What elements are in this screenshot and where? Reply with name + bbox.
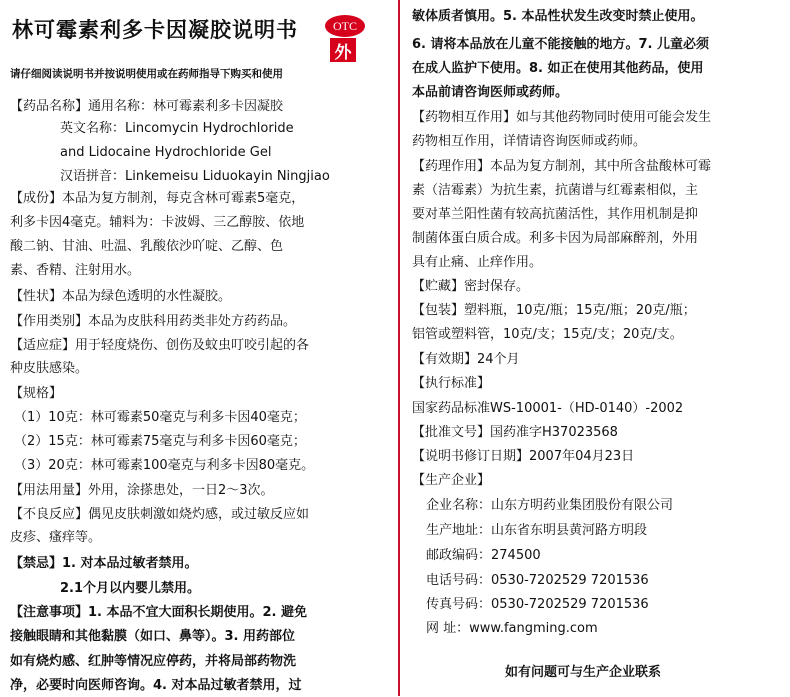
precautions-line-2: 接触眼睛和其他黏膜（如口、鼻等）。3. 用药部位 xyxy=(10,629,296,644)
ingredients-line-4: 素、香精、注射用水。 xyxy=(10,263,141,278)
approval-number-line: 【批准文号】国药准字H37023568 xyxy=(412,425,618,440)
company-name-line: 企业名称：山东方明药业集团股份有限公司 xyxy=(426,498,674,513)
precautions-cont-line-4: 本品前请咨询医师或药师。 xyxy=(412,85,569,100)
storage-line: 【贮藏】密封保存。 xyxy=(412,279,530,294)
pharmacology-line-3: 要对革兰阳性菌有较高抗菌活性，其作用机制是抑 xyxy=(412,207,699,222)
pharmacology-line-2: 素（洁霉素）为抗生素，抗菌谱与红霉素相似，主 xyxy=(412,183,699,198)
precautions-line-3: 如有烧灼感、红肿等情况应停药，并将局部药物洗 xyxy=(10,654,297,669)
pinyin-name-line: 汉语拼音：Linkemeisu Liduokayin Ningjiao xyxy=(60,169,330,184)
ingredients-line-2: 利多卡因4毫克。辅料为：卡波姆、三乙醇胺、依地 xyxy=(10,215,305,230)
phone-line: 电话号码：0530-7202529 7201536 xyxy=(426,573,649,588)
precautions-cont-line-3: 在成人监护下使用。8. 如正在使用其他药品，使用 xyxy=(412,61,704,76)
pharmacology-line-4: 制菌体蛋白质合成。利多卡因为局部麻醉剂，外用 xyxy=(412,231,699,246)
precautions-cont-line-1: 敏体质者慎用。5. 本品性状发生改变时禁止使用。 xyxy=(412,9,704,24)
contraindication-line-1: 【禁忌】1. 对本品过敏者禁用。 xyxy=(10,556,198,571)
appearance-line: 【性状】本品为绿色透明的水性凝胶。 xyxy=(10,289,232,304)
ingredients-line-1: 【成份】本品为复方制剂，每克含林可霉素5毫克， xyxy=(10,191,305,206)
shelf-life-line: 【有效期】24个月 xyxy=(412,352,520,367)
precautions-cont-line-2: 6. 请将本品放在儿童不能接触的地方。7. 儿童必须 xyxy=(412,37,710,52)
package-line-2: 铝管或塑料管，10克/支；15克/支；20克/支。 xyxy=(412,327,683,342)
company-address-line: 生产地址：山东省东明县黄河路方明段 xyxy=(426,523,648,538)
english-name-line: 英文名称：Lincomycin Hydrochloride xyxy=(60,121,294,136)
spec-line-2: （2）15克：林可霉素75毫克与利多卡因60毫克； xyxy=(14,434,306,449)
revision-date-line: 【说明书修订日期】2007年04月23日 xyxy=(412,449,635,464)
external-use-badge: 外 xyxy=(330,38,356,62)
package-line-1: 【包装】塑料瓶，10克/瓶；15克/瓶；20克/瓶； xyxy=(412,303,696,318)
standard-heading: 【执行标准】 xyxy=(412,376,491,391)
category-line: 【作用类别】本品为皮肤科用药类非处方药药品。 xyxy=(10,314,297,329)
interactions-line-2: 药物相互作用，详情请咨询医师或药师。 xyxy=(412,134,647,149)
contraindication-line-2: 2.1个月以内婴儿禁用。 xyxy=(60,581,201,596)
dosage-line: 【用法用量】外用，涂搽患处，一日2～3次。 xyxy=(10,483,274,498)
contact-note: 如有问题可与生产企业联系 xyxy=(505,665,662,680)
drug-name-line: 【药品名称】通用名称：林可霉素利多卡因凝胶 xyxy=(10,99,284,114)
adverse-line-1: 【不良反应】偶见皮肤刺激如烧灼感，或过敏反应如 xyxy=(10,507,310,522)
standard-line: 国家药品标准WS-10001-（HD-0140）-2002 xyxy=(412,401,684,416)
manufacturer-heading: 【生产企业】 xyxy=(412,473,491,488)
spec-line-3: （3）20克：林可霉素100毫克与利多卡因80毫克。 xyxy=(14,458,315,473)
pharmacology-line-1: 【药理作用】本品为复方制剂，其中所含盐酸林可霉 xyxy=(412,159,712,174)
pharmacology-line-5: 具有止痛、止痒作用。 xyxy=(412,255,543,270)
spec-heading: 【规格】 xyxy=(10,386,63,401)
fax-line: 传真号码：0530-7202529 7201536 xyxy=(426,597,649,612)
precautions-line-4: 净，必要时向医师咨询。4. 对本品过敏者禁用，过 xyxy=(10,678,302,693)
english-name-line-2: and Lidocaine Hydrochloride Gel xyxy=(60,145,272,160)
ingredients-line-3: 酸二钠、甘油、吐温、乳酸依沙吖啶、乙醇、色 xyxy=(10,239,284,254)
reading-notice: 请仔细阅读说明书并按说明使用或在药师指导下购买和使用 xyxy=(10,68,283,80)
indications-line-2: 种皮肤感染。 xyxy=(10,361,89,376)
precautions-line-1: 【注意事项】1. 本品不宜大面积长期使用。2. 避免 xyxy=(10,605,308,620)
indications-line-1: 【适应症】用于轻度烧伤、创伤及蚊虫叮咬引起的各 xyxy=(10,338,310,353)
document-title: 林可霉素利多卡因凝胶说明书 xyxy=(12,18,298,42)
spec-line-1: （1）10克：林可霉素50毫克与利多卡因40毫克； xyxy=(14,410,306,425)
interactions-line-1: 【药物相互作用】如与其他药物同时使用可能会发生 xyxy=(412,110,712,125)
column-divider xyxy=(398,0,400,696)
adverse-line-2: 皮疹、瘙痒等。 xyxy=(10,530,102,545)
postal-code-line: 邮政编码：274500 xyxy=(426,548,541,563)
website-line: 网 址：www.fangming.com xyxy=(426,621,598,636)
otc-badge: OTC xyxy=(325,15,365,37)
